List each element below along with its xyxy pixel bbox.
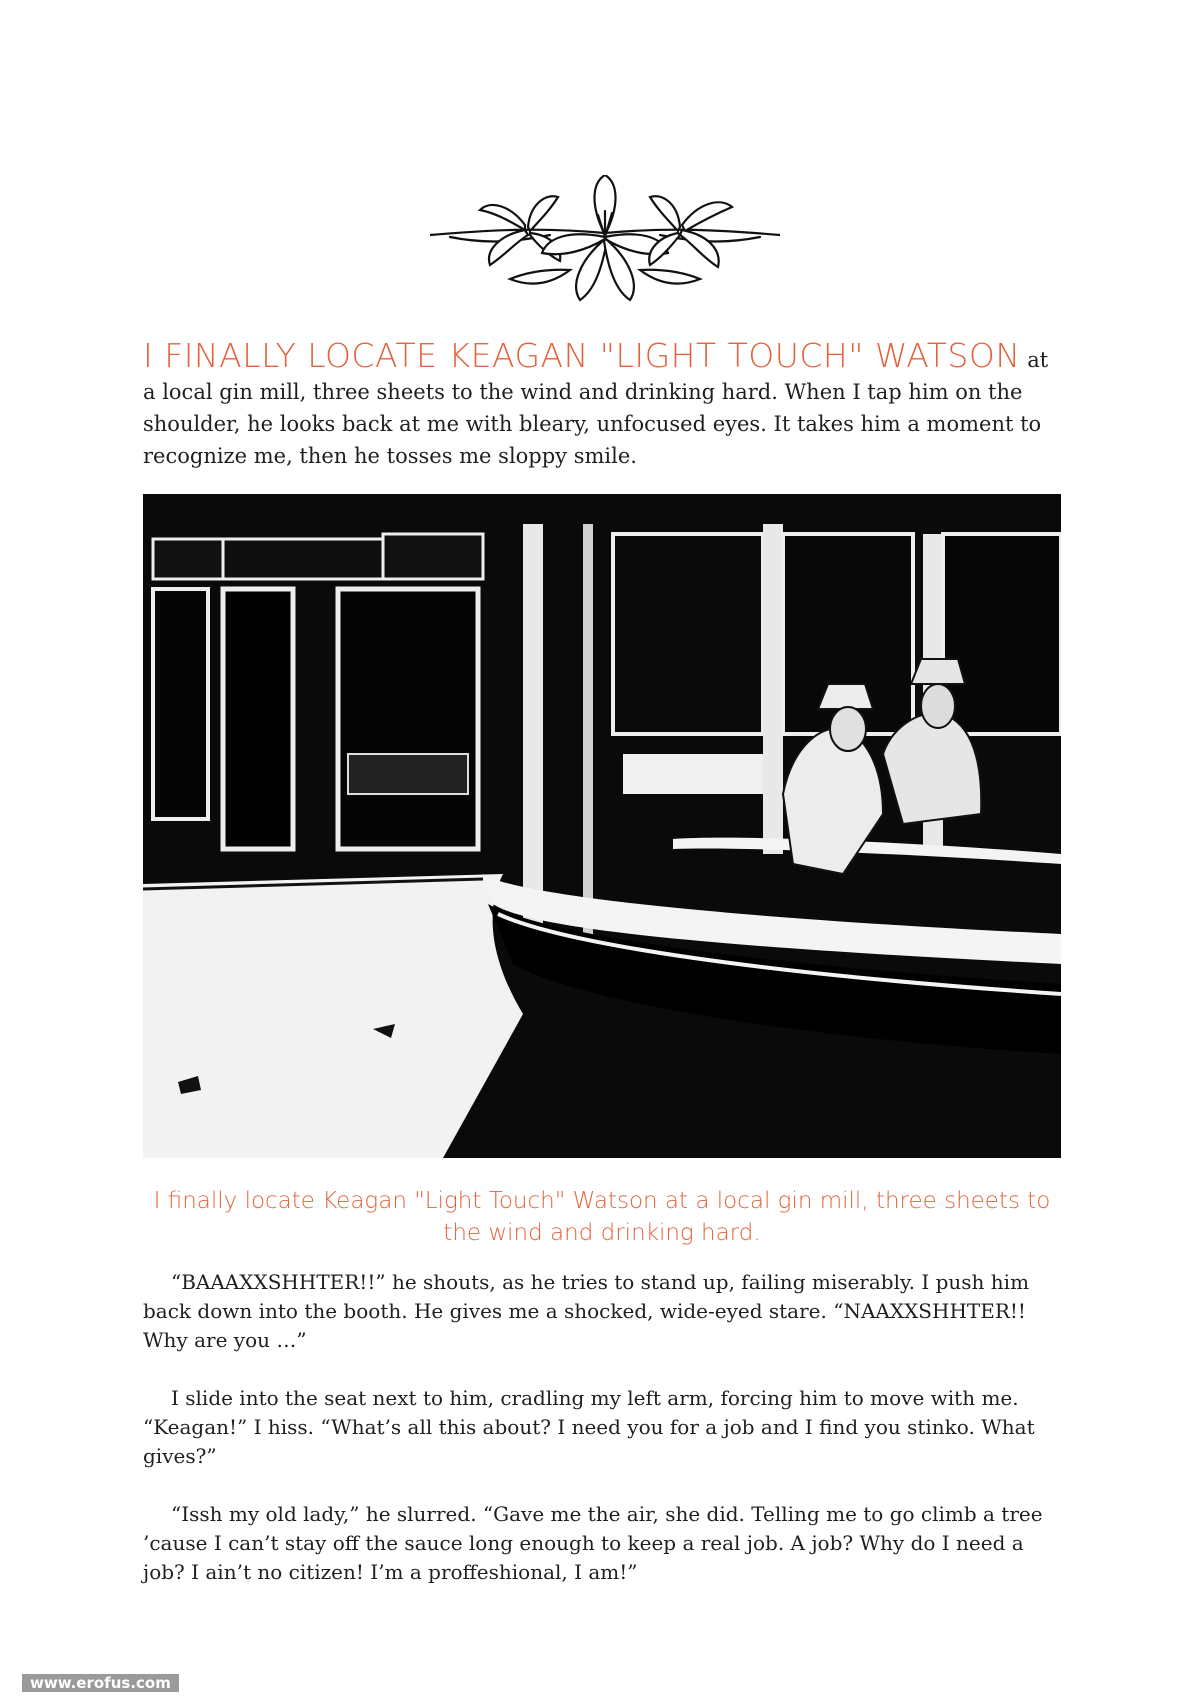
intro-lead: I FINALLY LOCATE KEAGAN "LIGHT TOUCH" WATSON: [143, 336, 1021, 375]
body-text: [143, 1268, 1063, 1616]
intro-rest: at a local gin mill, three sheets to the wind and drinking hard. When I tap him on the shoulder, he looks back at me with bleary, unfocused eyes. It takes him a moment to recognize me, then he tosses me sloppy smile.: [143, 348, 1049, 468]
paragraph-1: “BAAAXXSHHTER!!” he shouts, as he tries to stand up, failing miserably. I push him back down into the booth. He gives me a shocked, wide-eyed stare. “NAAXXSHHTER!! Why are you …”: [143, 1270, 1030, 1352]
paragraph-2: I slide into the seat next to him, cradling my left arm, forcing him to move with me. “Keagan!” I hiss. “What’s all this about? I need you for a job and I find you stinko. What gives?”: [143, 1386, 1035, 1468]
comic-panel: [143, 494, 1061, 1158]
paragraph-3: “Issh my old lady,” he slurred. “Gave me the air, she did. Telling me to go climb a tree ’cause I can’t stay off the sauce long enough to keep a real job. A job? Why do I need a job? I ain’t no citizen! I’m a proffeshional, I am!”: [143, 1502, 1043, 1584]
intro-paragraph: [143, 336, 1063, 472]
watermark: www.erofus.com: [22, 1674, 179, 1692]
lily-ornament: [430, 175, 780, 315]
panel-caption: I finally locate Keagan "Light Touch" Watson at a local gin mill, three sheets to the wind and drinking hard.: [153, 1188, 1051, 1246]
